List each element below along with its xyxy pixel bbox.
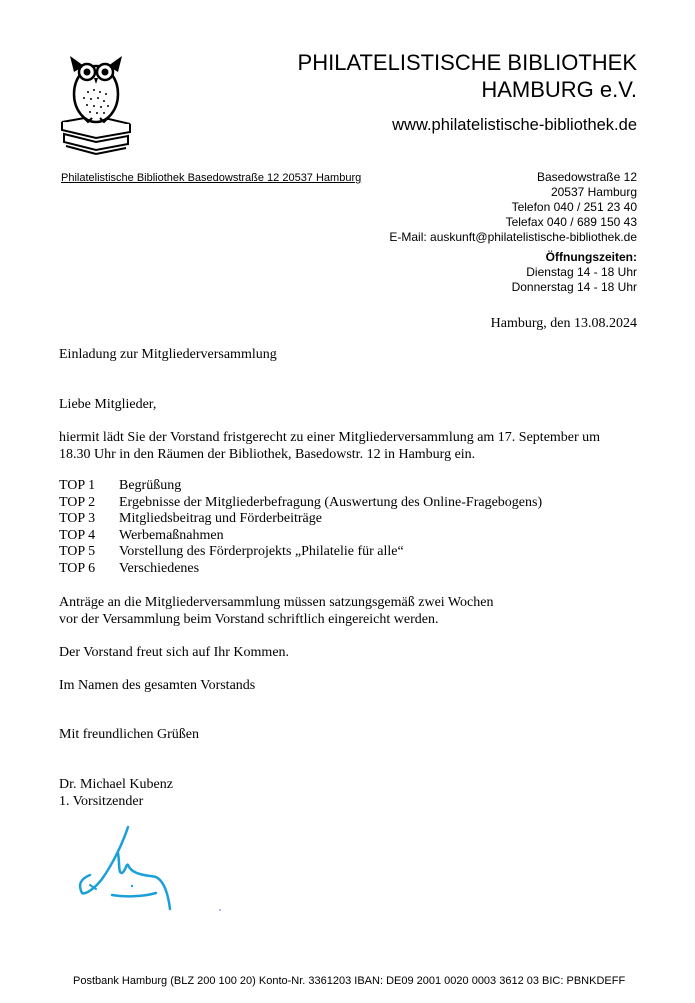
letter-subject: Einladung zur Mitgliederversammlung: [59, 347, 277, 362]
handwritten-signature: [60, 815, 240, 920]
opening-hours-thursday: Donnerstag 14 - 18 Uhr: [511, 280, 637, 294]
bank-details-footer: Postbank Hamburg (BLZ 200 100 20) Konto-Nr. 3361203 IBAN: DE09 2001 0020 0003 3612 03 BIC: PBNKDEFF: [73, 975, 626, 987]
invitation-line-2: 18.30 Uhr in den Räumen der Bibliothek, Basedowstr. 12 in Hamburg ein.: [59, 447, 476, 462]
agenda-item: [59, 494, 542, 511]
agenda-item-text: Vorstellung des Förderprojekts „Philatelie für alle“: [119, 544, 404, 559]
agenda-item-number: TOP 5: [59, 544, 96, 559]
opening-hours-heading: Öffnungszeiten:: [545, 250, 637, 264]
agenda-item-text: Werbemaßnahmen: [119, 527, 224, 543]
agenda-item: [59, 543, 542, 560]
contact-street: Basedowstraße 12: [536, 170, 637, 184]
website-link[interactable]: www.philatelistische-bibliothek.de: [392, 116, 637, 134]
contact-email[interactable]: E-Mail: auskunft@philatelistische-bibliothek.de: [389, 230, 637, 244]
agenda-item-text: Ergebnisse der Mitgliederbefragung (Auswertung des Online-Fragebogens): [119, 494, 543, 510]
agenda-item-text: Begrüßung: [119, 478, 182, 493]
agenda-item-text: Verschiedenes: [119, 560, 200, 576]
sender-return-address: Philatelistische Bibliothek Basedowstraße 12 20537 Hamburg: [61, 172, 362, 184]
contact-city: 20537 Hamburg: [550, 185, 637, 199]
agenda-item: [59, 527, 542, 544]
agenda-item-number: TOP 4: [59, 527, 96, 543]
invitation-line-1: hiermit lädt Sie der Vorstand fristgerecht zu einer Mitgliederversammlung am 17. September um: [59, 430, 601, 445]
agenda-item-number: TOP 2: [59, 494, 96, 510]
agenda-item-number: TOP 6: [59, 560, 96, 576]
invitation-paragraph: [59, 429, 600, 463]
signer-title: 1. Vorsitzender: [59, 794, 144, 809]
agenda-list: [59, 477, 542, 576]
contact-block: [389, 170, 637, 245]
opening-hours: [512, 250, 637, 295]
opening-hours-tuesday: Dienstag 14 - 18 Uhr: [526, 265, 637, 279]
org-name-line1: PHILATELISTISCHE BIBLIOTHEK: [297, 50, 637, 75]
agenda-item: [59, 477, 542, 494]
looking-forward-text: Der Vorstand freut sich auf Ihr Kommen.: [59, 645, 290, 660]
agenda-item-text: Mitgliedsbeitrag und Förderbeiträge: [119, 511, 322, 526]
motions-paragraph: [59, 594, 493, 628]
motions-line-1: Anträge an die Mitgliederversammlung müssen satzungsgemäß zwei Wochen: [59, 595, 494, 610]
agenda-item: [59, 510, 542, 527]
closing-phrase: Mit freundlichen Grüßen: [59, 727, 199, 742]
contact-phone: Telefon 040 / 251 23 40: [511, 200, 637, 214]
motions-line-2: vor der Versammlung beim Vorstand schriftlich eingereicht werden.: [59, 612, 439, 627]
signer-block: [59, 776, 173, 810]
letter-date: Hamburg, den 13.08.2024: [490, 316, 637, 331]
letter-greeting: Liebe Mitglieder,: [59, 397, 157, 412]
org-name-line2: HAMBURG e.V.: [481, 77, 637, 102]
signer-name: Dr. Michael Kubenz: [59, 777, 173, 792]
on-behalf-text: Im Namen des gesamten Vorstands: [59, 678, 256, 693]
agenda-item: [59, 560, 542, 577]
owl-logo-icon: [56, 44, 134, 156]
contact-fax: Telefax 040 / 689 150 43: [505, 215, 637, 229]
agenda-item-number: TOP 3: [59, 511, 96, 526]
agenda-item-number: TOP 1: [59, 478, 96, 493]
